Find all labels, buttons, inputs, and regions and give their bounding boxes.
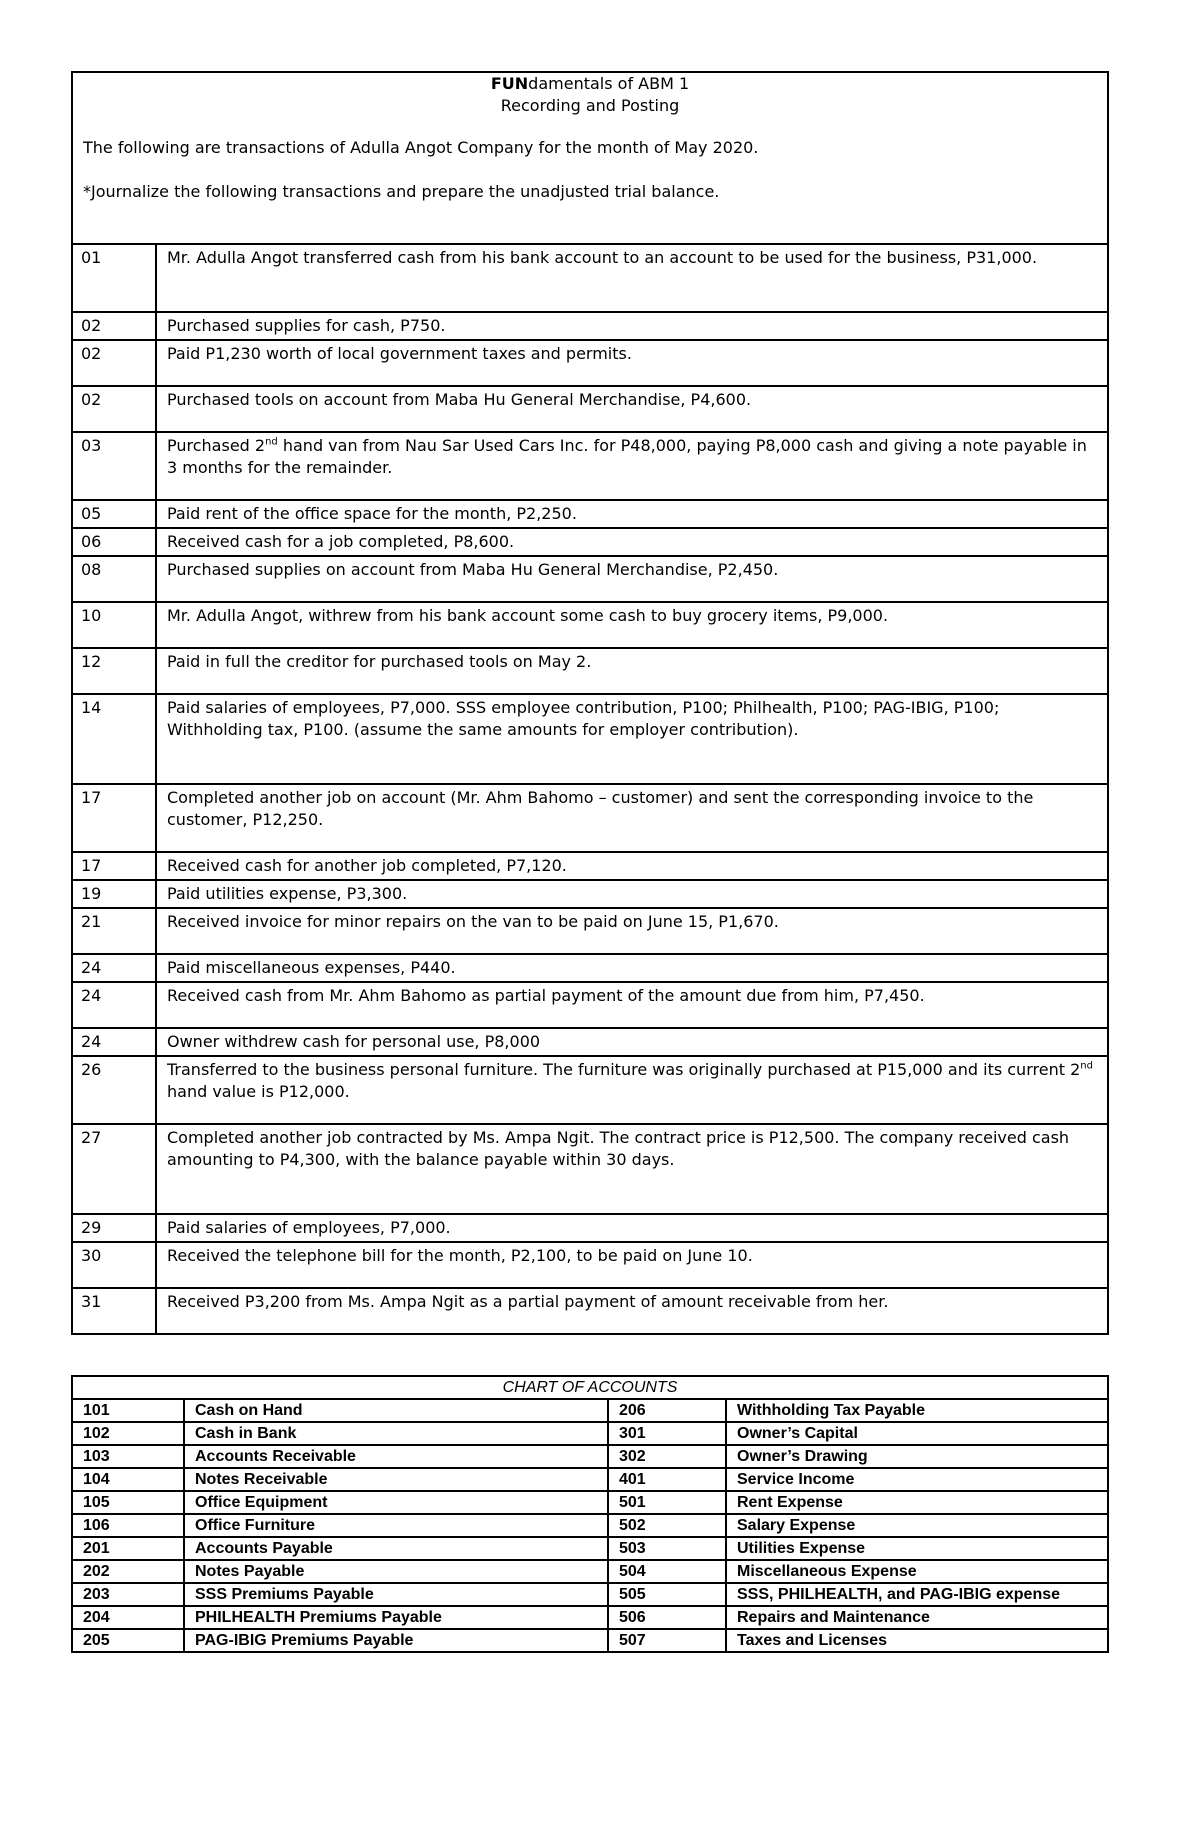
instruction-text: *Journalize the following transactions and prepare the unadjusted trial balance. [83,182,720,201]
transaction-row [72,1288,1108,1334]
transaction-day: 12 [72,648,156,694]
transaction-row [72,908,1108,954]
account-code: 204 [72,1606,184,1629]
description-part: Transferred to the business personal furniture. The furniture was originally purchased at P15,000 and its current 2 [167,1060,1081,1079]
account-name: Miscellaneous Expense [726,1560,1108,1583]
transaction-day: 02 [72,312,156,340]
transaction-description: Purchased supplies for cash, P750. [156,312,1108,340]
description-part: hand van from Nau Sar Used Cars Inc. for P48,000, paying P8,000 cash and giving a note payable in 3 months for the remainder. [167,436,1087,477]
transaction-day: 14 [72,694,156,784]
transaction-description: Paid rent of the office space for the month, P2,250. [156,500,1108,528]
transaction-row [72,312,1108,340]
account-name: PHILHEALTH Premiums Payable [184,1606,608,1629]
transaction-row [72,852,1108,880]
account-name: Cash in Bank [184,1422,608,1445]
account-name: SSS Premiums Payable [184,1583,608,1606]
transaction-description: Received cash for another job completed, P7,120. [156,852,1108,880]
transaction-day: 29 [72,1214,156,1242]
transaction-description: Purchased supplies on account from Maba Hu General Merchandise, P2,450. [156,556,1108,602]
transaction-day: 21 [72,908,156,954]
account-code: 206 [608,1399,726,1422]
account-code: 205 [72,1629,184,1652]
account-row [72,1629,1108,1652]
transaction-day: 19 [72,880,156,908]
account-row [72,1422,1108,1445]
transaction-row [72,1214,1108,1242]
transaction-row [72,784,1108,852]
account-row [72,1491,1108,1514]
transaction-row [72,694,1108,784]
coa-title: CHART OF ACCOUNTS [72,1376,1108,1399]
ordinal-superscript: nd [1080,1060,1093,1072]
account-code: 101 [72,1399,184,1422]
account-code: 102 [72,1422,184,1445]
description-part: Purchased 2 [167,436,266,455]
account-code: 401 [608,1468,726,1491]
account-name: Withholding Tax Payable [726,1399,1108,1422]
transaction-description: Mr. Adulla Angot, withrew from his bank account some cash to buy grocery items, P9,000. [156,602,1108,648]
account-row [72,1399,1108,1422]
transaction-day: 30 [72,1242,156,1288]
transaction-row [72,500,1108,528]
account-name: Notes Receivable [184,1468,608,1491]
transaction-row [72,1242,1108,1288]
transaction-description: Paid salaries of employees, P7,000. [156,1214,1108,1242]
account-name: Utilities Expense [726,1537,1108,1560]
account-code: 301 [608,1422,726,1445]
transaction-row [72,244,1108,312]
transaction-row [72,528,1108,556]
transaction-description: Paid utilities expense, P3,300. [156,880,1108,908]
header-cell [72,72,1108,244]
account-code: 502 [608,1514,726,1537]
transaction-day: 06 [72,528,156,556]
account-name: PAG-IBIG Premiums Payable [184,1629,608,1652]
course-title-rest: damentals of ABM 1 [528,74,690,93]
account-code: 505 [608,1583,726,1606]
transaction-description: Completed another job contracted by Ms. Ampa Ngit. The contract price is P12,500. The company received cash amounting to P4,300, with the balance payable within 30 days. [156,1124,1108,1214]
transaction-description: Completed another job on account (Mr. Ahm Bahomo – customer) and sent the corresponding invoice to the customer, P12,250. [156,784,1108,852]
account-code: 507 [608,1629,726,1652]
transaction-row [72,982,1108,1028]
account-name: Owner’s Drawing [726,1445,1108,1468]
account-row [72,1468,1108,1491]
transaction-description: Paid P1,230 worth of local government taxes and permits. [156,340,1108,386]
course-title [83,73,1097,95]
transaction-row [72,602,1108,648]
account-code: 504 [608,1560,726,1583]
transaction-description [156,432,1108,500]
account-name: Cash on Hand [184,1399,608,1422]
account-name: Office Furniture [184,1514,608,1537]
account-name: Accounts Receivable [184,1445,608,1468]
coa-title-row [72,1376,1108,1399]
intro-text: The following are transactions of Adulla Angot Company for the month of May 2020. [83,138,759,157]
account-name: SSS, PHILHEALTH, and PAG-IBIG expense [726,1583,1108,1606]
transaction-day: 27 [72,1124,156,1214]
account-row [72,1583,1108,1606]
transaction-row [72,648,1108,694]
account-code: 202 [72,1560,184,1583]
transactions-table [71,71,1109,1335]
transaction-day: 24 [72,954,156,982]
account-code: 103 [72,1445,184,1468]
transaction-description [156,1056,1108,1124]
transaction-description: Received cash from Mr. Ahm Bahomo as partial payment of the amount due from him, P7,450. [156,982,1108,1028]
account-code: 302 [608,1445,726,1468]
transaction-row [72,954,1108,982]
account-code: 201 [72,1537,184,1560]
transaction-day: 24 [72,982,156,1028]
transaction-day: 10 [72,602,156,648]
account-code: 104 [72,1468,184,1491]
account-name: Owner’s Capital [726,1422,1108,1445]
transaction-row [72,1056,1108,1124]
transaction-day: 02 [72,386,156,432]
description-part: hand value is P12,000. [167,1082,350,1101]
chart-of-accounts-table [71,1375,1109,1653]
transaction-row [72,1124,1108,1214]
transaction-description: Received invoice for minor repairs on the van to be paid on June 15, P1,670. [156,908,1108,954]
transaction-description: Purchased tools on account from Maba Hu General Merchandise, P4,600. [156,386,1108,432]
transaction-description: Received cash for a job completed, P8,600. [156,528,1108,556]
transaction-day: 03 [72,432,156,500]
transaction-description: Paid miscellaneous expenses, P440. [156,954,1108,982]
account-code: 105 [72,1491,184,1514]
account-name: Notes Payable [184,1560,608,1583]
header-row [72,72,1108,244]
transaction-day: 01 [72,244,156,312]
account-name: Repairs and Maintenance [726,1606,1108,1629]
course-title-bold: FUN [490,74,529,93]
transaction-row [72,340,1108,386]
subtitle: Recording and Posting [500,96,680,115]
transaction-description: Paid salaries of employees, P7,000. SSS employee contribution, P100; Philhealth, P100; PAG-IBIG, P100; Withholding tax, P100. (assume the same amounts for employer contribution). [156,694,1108,784]
transaction-day: 17 [72,784,156,852]
ordinal-superscript: nd [265,436,278,448]
account-row [72,1537,1108,1560]
transaction-day: 05 [72,500,156,528]
transaction-row [72,880,1108,908]
account-code: 106 [72,1514,184,1537]
account-row [72,1560,1108,1583]
transaction-description: Mr. Adulla Angot transferred cash from his bank account to an account to be used for the business, P31,000. [156,244,1108,312]
account-code: 501 [608,1491,726,1514]
transaction-day: 02 [72,340,156,386]
transaction-day: 17 [72,852,156,880]
account-name: Rent Expense [726,1491,1108,1514]
worksheet-page [71,71,1107,1653]
transaction-day: 26 [72,1056,156,1124]
transaction-description: Received the telephone bill for the month, P2,100, to be paid on June 10. [156,1242,1108,1288]
transaction-description: Received P3,200 from Ms. Ampa Ngit as a partial payment of amount receivable from her. [156,1288,1108,1334]
account-name: Taxes and Licenses [726,1629,1108,1652]
transaction-row [72,556,1108,602]
transaction-row [72,386,1108,432]
account-code: 503 [608,1537,726,1560]
transaction-day: 24 [72,1028,156,1056]
transaction-description: Paid in full the creditor for purchased tools on May 2. [156,648,1108,694]
account-code: 203 [72,1583,184,1606]
account-name: Accounts Payable [184,1537,608,1560]
account-code: 506 [608,1606,726,1629]
account-row [72,1445,1108,1468]
transaction-day: 08 [72,556,156,602]
account-row [72,1514,1108,1537]
transaction-row [72,432,1108,500]
transaction-row [72,1028,1108,1056]
account-name: Service Income [726,1468,1108,1491]
transaction-day: 31 [72,1288,156,1334]
account-name: Office Equipment [184,1491,608,1514]
account-name: Salary Expense [726,1514,1108,1537]
account-row [72,1606,1108,1629]
transaction-description: Owner withdrew cash for personal use, P8,000 [156,1028,1108,1056]
